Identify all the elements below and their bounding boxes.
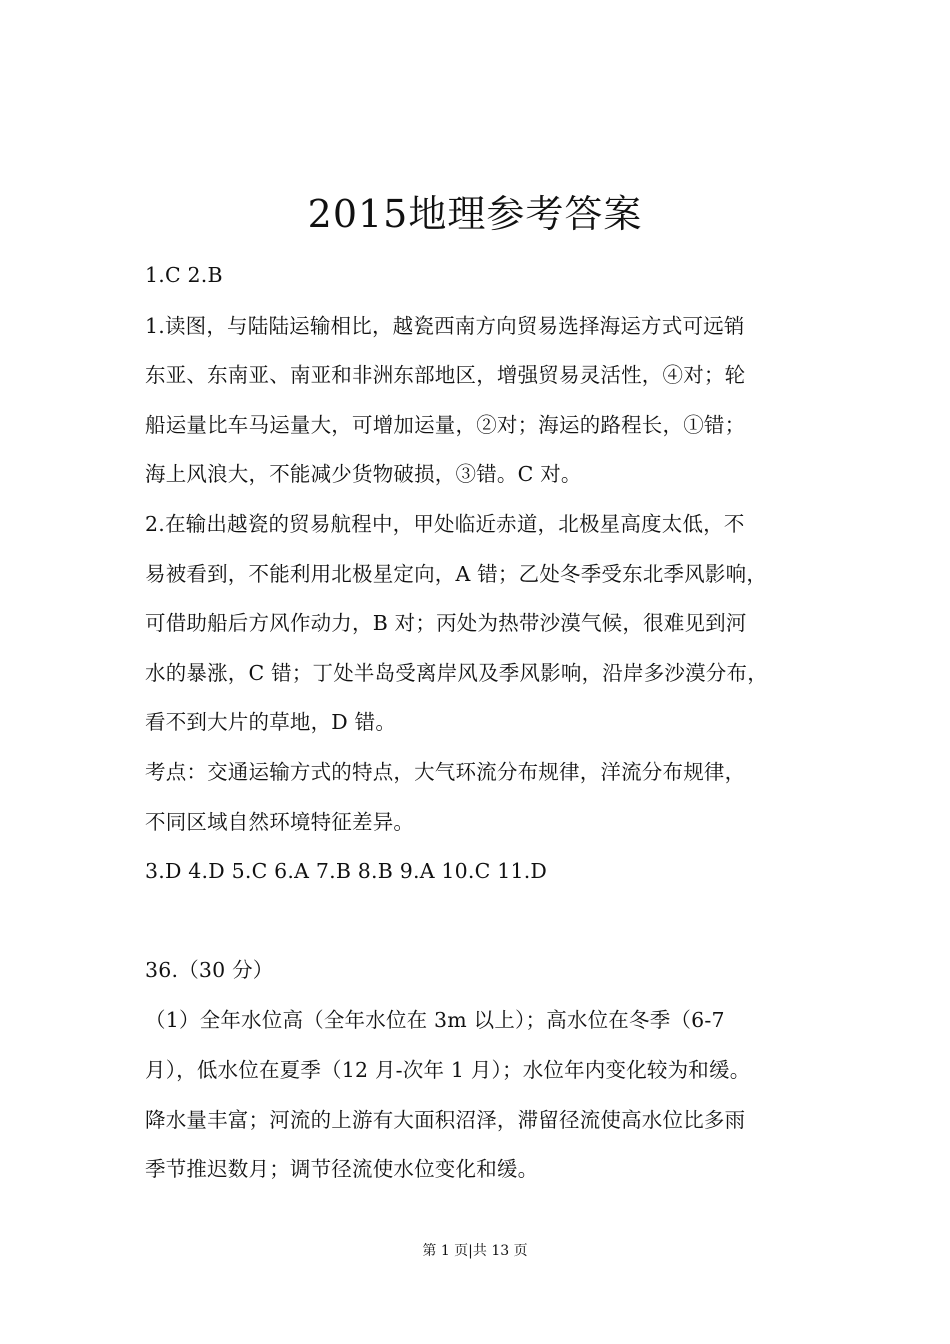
text-line-6: 2.在输出越瓷的贸易航程中，甲处临近赤道，北极星高度太低，不 <box>145 512 745 536</box>
text-line-2: 1.读图，与陆陆运输相比，越瓷西南方向贸易选择海运方式可远销 <box>145 314 745 338</box>
text-line-5: 海上风浪大，不能减少货物破损，③错。C 对。 <box>145 462 582 486</box>
text-line-4: 船运量比车马运量大，可增加运量，②对；海运的路程长，①错； <box>145 413 746 437</box>
answer-line-1: 1.C 2.B <box>145 263 223 287</box>
text-line-10: 看不到大片的草地，D 错。 <box>145 710 397 734</box>
document-title: 2015地理参考答案 <box>307 192 643 236</box>
kaodian-line-2: 不同区域自然环境特征差异。 <box>145 810 415 834</box>
q36-line-1: （1）全年水位高（全年水位在 3m 以上）；高水位在冬季（6-7 <box>145 1008 725 1032</box>
kaodian-line-1: 考点：交通运输方式的特点，大气环流分布规律，洋流分布规律， <box>145 760 746 784</box>
question-36-heading: 36.（30 分） <box>145 958 274 982</box>
text-line-7: 易被看到，不能利用北极星定向，A 错；乙处冬季受东北季风影响， <box>145 562 768 586</box>
q36-line-2: 月），低水位在夏季（12 月-次年 1 月）；水位年内变化较为和缓。 <box>145 1058 751 1082</box>
text-line-9: 水的暴涨，C 错；丁处半岛受离岸风及季风影响，沿岸多沙漠分布， <box>145 661 768 685</box>
text-line-8: 可借助船后方风作动力，B 对；丙处为热带沙漠气候，很难见到河 <box>145 611 747 635</box>
page-footer: 第 1 页|共 13 页 <box>422 1243 528 1259</box>
q36-line-4: 季节推迟数月；调节径流使水位变化和缓。 <box>145 1157 539 1181</box>
q36-line-3: 降水量丰富；河流的上游有大面积沼泽，滞留径流使高水位比多雨 <box>145 1108 746 1132</box>
text-line-3: 东亚、东南亚、南亚和非洲东部地区，增强贸易灵活性，④对；轮 <box>145 363 746 387</box>
answer-line-2: 3.D 4.D 5.C 6.A 7.B 8.B 9.A 10.C 11.D <box>145 859 548 883</box>
